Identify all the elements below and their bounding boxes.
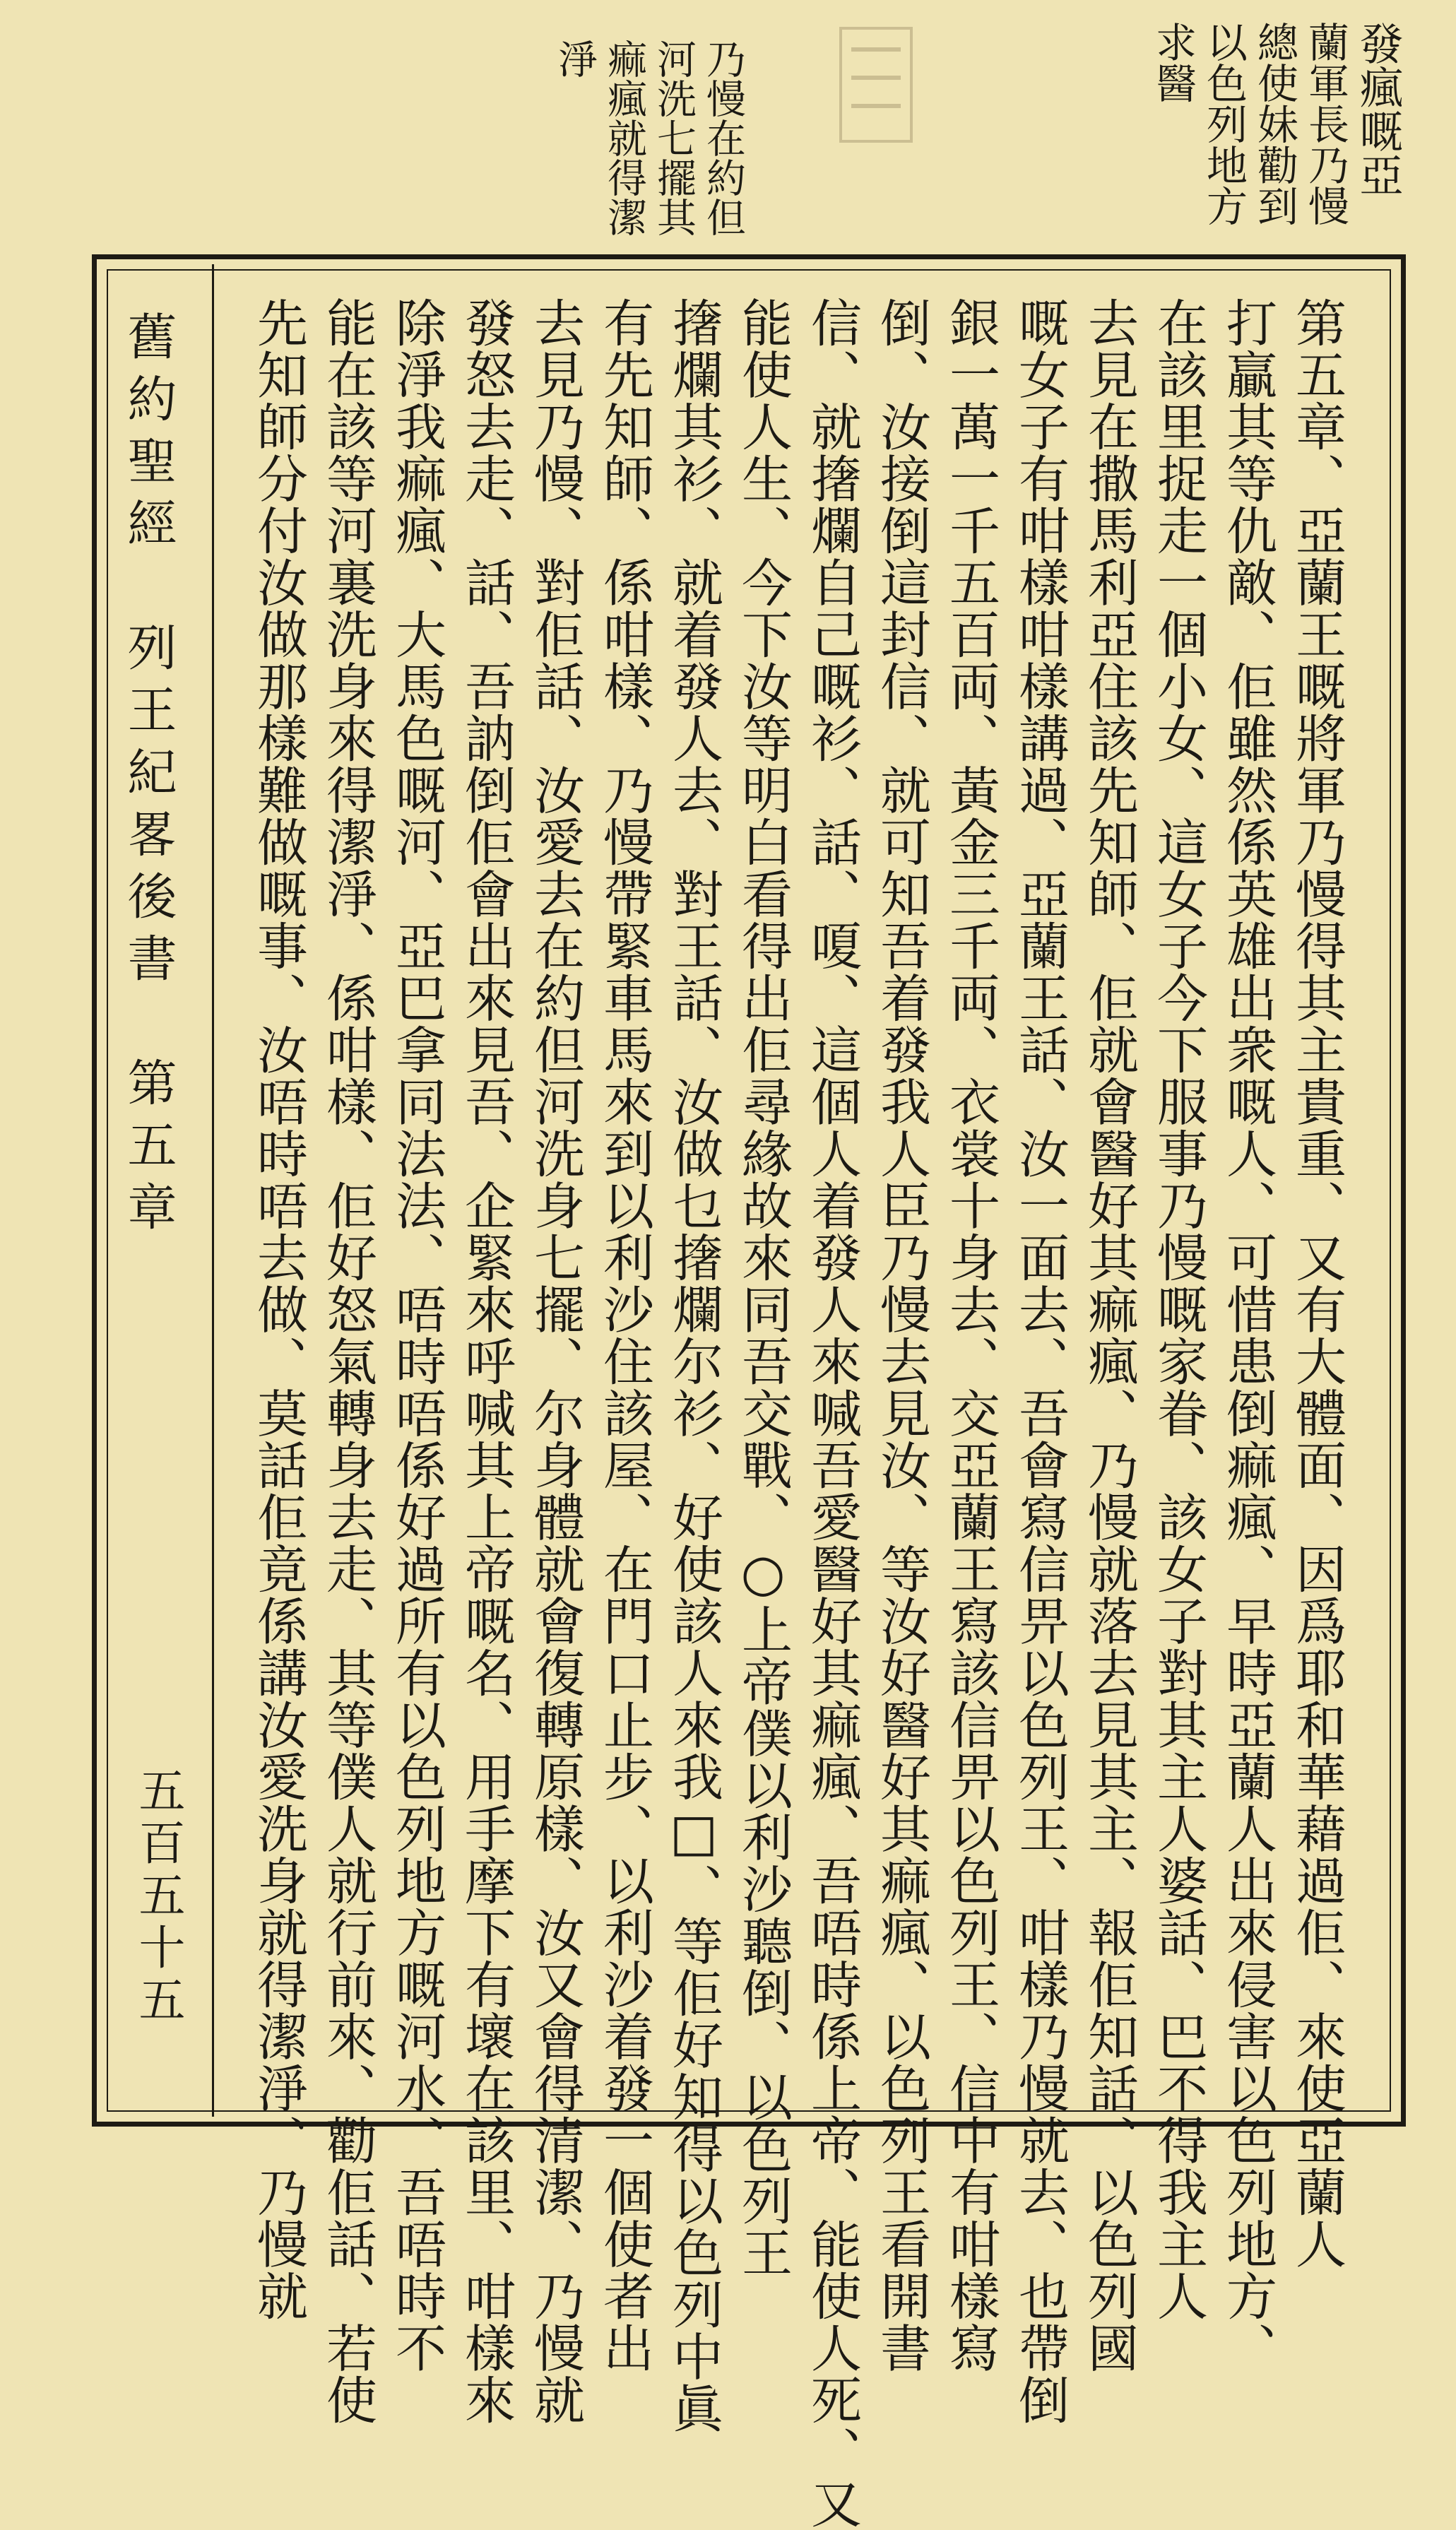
text-column: 去見在撒馬利亞住該先知師、佢就會醫好其痲瘋、乃慢就落去見其主、報佢知話、以色列國: [1079, 297, 1139, 2374]
text-column: 去見乃慢、對佢話、汝愛去在約但河洗身七擺、尔身體就會復轉原樣、汝又會得清潔、乃慢就: [526, 297, 585, 2426]
text-column: 嘅女子有咁樣咁樣講過、亞蘭王話、汝一面去、吾會寫信畀以色列王、咁樣乃慢就去、也帶倒: [1010, 297, 1070, 2426]
text-column: 能在該等河裏洗身來得潔淨、係咁樣、佢好怒氣轉身去走、其等僕人就行前來、勸佢話、若使: [318, 297, 377, 2426]
note-line: 總使妹勸到: [1250, 21, 1298, 226]
note-line: 蘭軍長乃慢: [1301, 21, 1349, 226]
text-column: 發怒去走、話、吾訥倒佢會出來見吾、企緊來呼喊其上帝嘅名、用手摩下有壞在該里、咁樣來: [456, 297, 516, 2426]
text-column: 撦爛其衫、就着發人去、對王話、汝做乜撦爛尔衫、好使該人來我□、等佢好知得以色列中眞: [664, 297, 723, 2435]
text-column: 能使人生、今下汝等明白看得出佢尋緣故來同吾交戰、○上帝僕以利沙聽倒、以色列王: [733, 297, 793, 2278]
text-column: 信、就撦爛自己嘅衫、話、嗄、這個人着發人來喊吾愛醫好其痲瘋、吾唔時係上帝、能使人死、又: [803, 297, 862, 2530]
text-column: 先知師分付汝做那樣難做嘅事、汝唔時唔去做、莫話佢竟係講汝愛洗身就得潔淨、乃慢就: [249, 297, 308, 2322]
note-line: 以色列地方: [1200, 21, 1248, 226]
note-line: 發瘋嘅亞: [1352, 21, 1404, 196]
chapter-text: [212, 297, 1346, 2530]
text-column: 在該里捉走一個小女、這女子今下服事乃慢嘅家眷、該女子對其主人婆話、巴不得我主人: [1149, 297, 1208, 2322]
note-line: 乃慢在約但: [700, 39, 746, 237]
text-column: 銀一萬一千五百両、黃金三千両、衣裳十身去、交亞蘭王寫該信畀以色列王、信中有咁樣寫: [941, 297, 1000, 2374]
note-line: 痲瘋就得潔: [601, 39, 647, 237]
running-title: 舊約聖經 列王紀畧後書 第五章: [119, 311, 177, 1243]
page-number: 五百五十五: [131, 1766, 185, 2028]
text-column: 第五章、亞蘭王嘅將軍乃慢得其主貴重、又有大體面、因爲耶和華藉過佢、來使亞蘭人: [1287, 297, 1346, 2270]
text-column: 除淨我痲瘋、大馬色嘅河、亞巴拿同法法、唔時唔係好過所有以色列地方嘅河水、吾唔時不: [387, 297, 446, 2374]
note-line: 河洗七擺其: [651, 39, 697, 237]
top-note-left: [552, 39, 746, 237]
text-column: 倒、汝接倒這封信、就可知吾着發我人臣乃慢去見汝、等汝好醫好其痲瘋、以色列王看開書: [872, 297, 931, 2374]
library-stamp: [834, 21, 918, 148]
top-note-right: [1149, 21, 1404, 226]
text-column: 有先知師、係咁樣、乃慢帶緊車馬來到以利沙住該屋、在門口止步、以利沙着發一個使者出: [595, 297, 654, 2374]
note-line: 求醫: [1149, 21, 1197, 103]
text-column: 打贏其等仇敵、佢雖然係英雄出衆嘅人、可惜患倒痲瘋、早時亞蘭人出來侵害以色列地方、: [1218, 297, 1277, 2374]
note-line: 淨: [552, 39, 598, 78]
